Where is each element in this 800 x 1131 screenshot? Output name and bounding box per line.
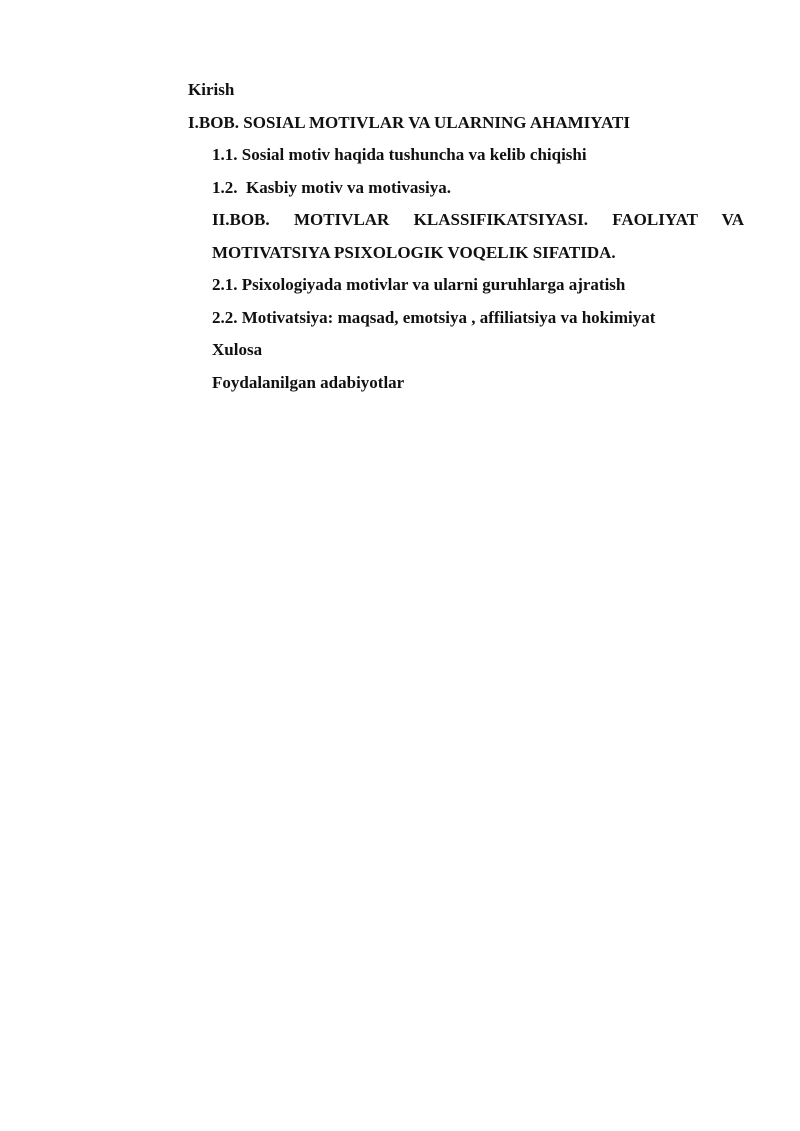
toc-section-2-1: 2.1. Psixologiyada motivlar va ularni guruhlarga ajratish: [212, 275, 626, 294]
toc-conclusion: Xulosa: [212, 340, 263, 359]
toc-chapter-2: [188, 204, 744, 269]
toc-intro: Kirish: [188, 80, 235, 99]
toc-references: Foydalanilgan adabiyotlar: [212, 372, 405, 392]
toc-chapter-2-line-1: II.BOB. MOTIVLAR KLASSIFIKATSIYASI. FAOLIYAT VA: [212, 210, 744, 229]
toc-section-1-2: 1.2. Kasbiy motiv va motivasiya.: [212, 177, 451, 197]
toc-section-2-2: 2.2. Motivatsiya: maqsad, emotsiya , affiliatsiya va hokimiyat: [212, 307, 656, 327]
toc-section-1-1: 1.1. Sosial motiv haqida tushuncha va kelib chiqishi: [212, 145, 587, 164]
toc-chapter-2-line-2: MOTIVATSIYA PSIXOLOGIK VOQELIK SIFATIDA.: [212, 242, 616, 262]
toc-chapter-1: I.BOB. SOSIAL MOTIVLAR VA ULARNING AHAMIYATI: [188, 112, 630, 132]
table-of-contents: [188, 74, 744, 399]
